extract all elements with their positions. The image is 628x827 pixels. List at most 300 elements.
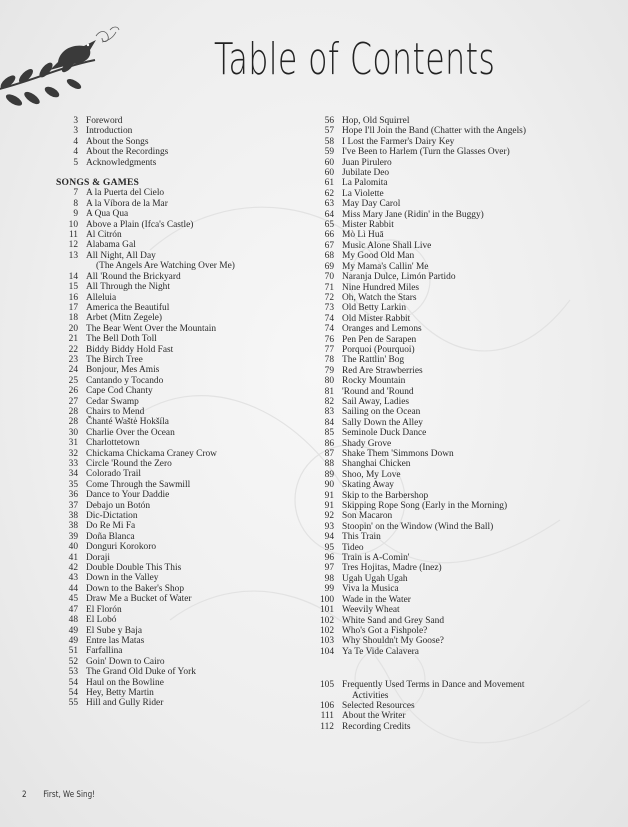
front-matter-list bbox=[56, 116, 306, 168]
toc-page-number: 25 bbox=[68, 375, 78, 386]
toc-entry bbox=[56, 521, 306, 531]
toc-entry bbox=[56, 365, 306, 375]
toc-entry-title: The Grand Old Duke of York bbox=[86, 667, 196, 678]
toc-page-number: 56 bbox=[324, 116, 334, 126]
toc-page-number: 80 bbox=[324, 376, 334, 387]
toc-entry bbox=[56, 345, 306, 355]
toc-entry-title: Circle 'Round the Zero bbox=[86, 459, 172, 469]
toc-entry-title: Tideo bbox=[342, 542, 364, 553]
toc-entry bbox=[308, 543, 608, 553]
toc-page-number: 54 bbox=[68, 687, 78, 698]
toc-page-number: 112 bbox=[320, 721, 334, 732]
toc-entry bbox=[56, 417, 306, 427]
toc-entry-title: El Florón bbox=[86, 604, 122, 615]
toc-entry bbox=[308, 293, 608, 303]
toc-entry-title: Bonjour, Mes Amis bbox=[86, 365, 160, 376]
toc-entry-title: Son Macaron bbox=[342, 511, 393, 522]
toc-entry-title: Colorado Trail bbox=[86, 469, 141, 480]
toc-entry bbox=[56, 220, 306, 230]
toc-entry bbox=[56, 594, 306, 604]
toc-entry-title: The Rattlin' Bog bbox=[342, 355, 405, 366]
toc-entry bbox=[56, 605, 306, 615]
toc-entry bbox=[56, 282, 306, 292]
toc-page-number: 58 bbox=[324, 136, 334, 147]
toc-entry bbox=[56, 511, 306, 521]
toc-entry bbox=[56, 240, 306, 250]
toc-page-number: 90 bbox=[324, 480, 334, 491]
toc-page-number: 89 bbox=[324, 469, 334, 480]
toc-entry-title: Haul on the Bowline bbox=[86, 677, 164, 688]
toc-entry bbox=[56, 324, 306, 334]
toc-entry-title: Come Through the Sawmill bbox=[86, 479, 191, 490]
toc-entry-title: Miss Mary Jane (Ridin' in the Buggy) bbox=[342, 209, 484, 220]
toc-entry bbox=[308, 470, 608, 480]
toc-page-number: 31 bbox=[68, 438, 78, 449]
toc-entry-title: Sail Away, Ladies bbox=[342, 396, 410, 407]
toc-page-number: 95 bbox=[324, 542, 334, 553]
toc-page-number: 91 bbox=[324, 501, 334, 512]
toc-entry bbox=[308, 511, 608, 521]
toc-page-number: 40 bbox=[68, 542, 78, 553]
toc-entry-title: This Train bbox=[342, 532, 381, 543]
toc-page-number: 45 bbox=[68, 594, 78, 605]
toc-page-number: 39 bbox=[68, 531, 78, 542]
toc-page-number: 18 bbox=[68, 313, 78, 324]
toc-page-number: 17 bbox=[68, 302, 78, 313]
toc-entry bbox=[56, 563, 306, 573]
toc-entry-title: Why Shouldn't My Goose? bbox=[342, 636, 444, 647]
toc-entry-title: Cape Cod Chanty bbox=[86, 386, 153, 397]
toc-page-number: 22 bbox=[68, 344, 78, 355]
toc-page-number: 63 bbox=[324, 199, 334, 210]
toc-entry-title: Charlie Over the Ocean bbox=[86, 427, 175, 438]
toc-entry bbox=[56, 469, 306, 479]
toc-entry bbox=[308, 439, 608, 449]
toc-entry bbox=[308, 335, 608, 345]
toc-entry bbox=[308, 126, 608, 136]
toc-entry bbox=[308, 116, 608, 126]
toc-entry-title: Entre las Matas bbox=[86, 635, 145, 646]
toc-entry bbox=[308, 691, 608, 701]
toc-entry bbox=[308, 230, 608, 240]
toc-entry-title: Nine Hundred Miles bbox=[342, 282, 420, 293]
toc-entry-title: My Mama's Callin' Me bbox=[342, 261, 429, 272]
toc-entry-title: Arbet (Mitn Zegele) bbox=[86, 313, 163, 324]
toc-page-number: 49 bbox=[68, 625, 78, 636]
toc-page-number: 103 bbox=[319, 636, 334, 647]
toc-entry-title: Farfallina bbox=[86, 646, 123, 657]
toc-page-number: 62 bbox=[324, 188, 334, 199]
toc-entry: 5 Acknowledgments bbox=[73, 157, 157, 168]
toc-entry bbox=[56, 657, 306, 667]
toc-page-number: 11 bbox=[68, 230, 78, 241]
toc-entry-title: Ugah Ugah Ugah bbox=[342, 573, 408, 584]
toc-entry-title: Alleluia bbox=[86, 292, 117, 303]
toc-entry-title: Red Are Strawberries bbox=[342, 365, 423, 376]
section-heading: SONGS & GAMES bbox=[56, 177, 140, 189]
toc-entry bbox=[308, 501, 608, 511]
toc-page-number: 7 bbox=[73, 188, 78, 199]
toc-entry bbox=[308, 407, 608, 417]
toc-entry bbox=[308, 314, 608, 324]
toc-page-number: 101 bbox=[319, 605, 334, 616]
toc-entry-title: El Sube y Baja bbox=[86, 625, 142, 636]
toc-entry bbox=[308, 680, 608, 690]
toc-entry-title: Old Mister Rabbit bbox=[342, 313, 411, 324]
toc-entry-title: My Good Old Man bbox=[342, 251, 415, 262]
songs-left-list bbox=[56, 188, 306, 708]
toc-page-number: 59 bbox=[324, 147, 334, 158]
toc-page-number: 97 bbox=[324, 563, 334, 574]
toc-entry-title: Skipping Rope Song (Early in the Morning) bbox=[342, 501, 508, 512]
toc-entry: 4 About the Songs bbox=[73, 136, 149, 147]
page-number: 2 bbox=[22, 790, 27, 800]
toc-page-number: 94 bbox=[324, 532, 334, 543]
toc-page-number: 20 bbox=[68, 323, 78, 334]
toc-entry bbox=[56, 626, 306, 636]
toc-entry-title: Train is A-Comin' bbox=[342, 553, 410, 564]
toc-entry-title: All Through the Night bbox=[86, 282, 170, 293]
toc-entry-title: The Bell Doth Toll bbox=[86, 334, 157, 345]
toc-entry bbox=[308, 532, 608, 542]
toc-entry-title: A la Puerta del Cielo bbox=[86, 188, 165, 199]
toc-page-number: 91 bbox=[324, 490, 334, 501]
toc-page-number: 74 bbox=[324, 324, 334, 335]
toc-entry bbox=[308, 355, 608, 365]
toc-page-number: 77 bbox=[324, 344, 334, 355]
toc-entry bbox=[56, 667, 306, 677]
toc-entry-title: 'Round and 'Round bbox=[342, 386, 414, 397]
toc-entry-title: Charlottetown bbox=[86, 438, 140, 449]
toc-page-number: 93 bbox=[324, 521, 334, 532]
toc-entry-title: Double Double This This bbox=[86, 563, 182, 574]
toc-page-number: 53 bbox=[68, 667, 78, 678]
toc-entry-title: La Violette bbox=[342, 188, 384, 199]
toc-page-number: 71 bbox=[324, 282, 334, 293]
toc-entry bbox=[308, 418, 608, 428]
toc-entry bbox=[56, 646, 306, 656]
toc-entry bbox=[56, 688, 306, 698]
toc-entry bbox=[56, 449, 306, 459]
toc-page-number: 36 bbox=[68, 490, 78, 501]
toc-entry-title: Mister Rabbit bbox=[342, 220, 394, 231]
toc-page-number: 34 bbox=[68, 469, 78, 480]
toc-page-number: 38 bbox=[68, 521, 78, 532]
toc-entry-title: Down in the Valley bbox=[86, 573, 159, 584]
toc-page-number: 106 bbox=[319, 700, 334, 711]
toc-page-number: 30 bbox=[68, 427, 78, 438]
toc-entry bbox=[308, 272, 608, 282]
toc-entry-title: The Bear Went Over the Mountain bbox=[86, 323, 217, 334]
toc-page-number: 72 bbox=[324, 292, 334, 303]
toc-page-number: 24 bbox=[68, 365, 78, 376]
toc-entry-title: Rocky Mountain bbox=[342, 376, 406, 387]
toc-entry bbox=[56, 542, 306, 552]
toc-entry bbox=[56, 376, 306, 386]
toc-page-number: 49 bbox=[68, 635, 78, 646]
toc-entry bbox=[308, 459, 608, 469]
toc-page-number: 102 bbox=[319, 615, 334, 626]
toc-page-number: 8 bbox=[73, 198, 78, 209]
toc-page-number: 100 bbox=[319, 594, 334, 605]
toc-page-number: 37 bbox=[68, 500, 78, 511]
toc-entry bbox=[308, 137, 608, 147]
toc-entry-title: Music Alone Shall Live bbox=[342, 240, 432, 251]
toc-page-number: 84 bbox=[324, 417, 334, 428]
songs-right-list bbox=[308, 116, 608, 657]
toc-entry-title: Mò Lì Huā bbox=[342, 230, 384, 241]
toc-page-number: 42 bbox=[68, 563, 78, 574]
toc-entry-title: Shake Them 'Simmons Down bbox=[342, 449, 454, 459]
toc-page-number: 61 bbox=[324, 178, 334, 189]
toc-entry bbox=[56, 459, 306, 469]
back-matter-list bbox=[308, 680, 608, 732]
toc-page-number: 38 bbox=[68, 511, 78, 522]
toc-entry-title: Seminole Duck Dance bbox=[342, 428, 427, 439]
toc-page-number bbox=[308, 691, 342, 701]
toc-entry-title: Oh, Watch the Stars bbox=[342, 292, 417, 303]
toc-entry-title: Goin' Down to Cairo bbox=[86, 656, 165, 667]
book-title: First, We Sing! bbox=[43, 790, 96, 800]
toc-entry-title: Hope I'll Join the Band (Chatter with the Angels) bbox=[342, 126, 526, 137]
toc-entry bbox=[308, 220, 608, 230]
toc-entry-title: Juan Pirulero bbox=[342, 157, 392, 168]
toc-page-number: 12 bbox=[68, 240, 78, 251]
toc-entry-title: Debajo un Botón bbox=[86, 500, 151, 511]
toc-entry-title: Weevily Wheat bbox=[342, 605, 400, 616]
toc-entry-title: Hill and Gully Rider bbox=[86, 698, 164, 709]
toc-entry-title: Recording Credits bbox=[342, 721, 411, 732]
toc-entry bbox=[308, 241, 608, 251]
toc-entry-title: About the Writer bbox=[342, 711, 406, 722]
toc-entry-title: Biddy Biddy Hold Fast bbox=[86, 344, 174, 355]
toc-entry-title: Cantando y Tocando bbox=[86, 375, 164, 386]
toc-entry-title: Sally Down the Alley bbox=[342, 417, 423, 428]
toc-entry-title: All 'Round the Brickyard bbox=[86, 271, 181, 282]
toc-entry bbox=[56, 386, 306, 396]
toc-entry-title: El Lobó bbox=[86, 615, 117, 626]
toc-entry bbox=[56, 251, 306, 261]
page-footer bbox=[22, 790, 95, 800]
toc-entry bbox=[308, 199, 608, 209]
toc-entry bbox=[56, 303, 306, 313]
toc-entry-title: White Sand and Grey Sand bbox=[342, 615, 445, 626]
toc-page-number: 105 bbox=[319, 680, 334, 691]
toc-page-number bbox=[56, 261, 86, 271]
toc-entry bbox=[308, 366, 608, 376]
toc-entry bbox=[56, 573, 306, 583]
toc-entry-title: Above a Plain (Ifca's Castle) bbox=[86, 219, 194, 230]
toc-page-number: 104 bbox=[319, 646, 334, 657]
toc-page-number: 48 bbox=[68, 615, 78, 626]
toc-entry bbox=[308, 574, 608, 584]
toc-page-number: 79 bbox=[324, 365, 334, 376]
toc-entry-title: Chairs to Mend bbox=[86, 406, 145, 417]
toc-page-number: 66 bbox=[324, 230, 334, 241]
toc-entry-title: Porquoi (Pourquoi) bbox=[342, 344, 415, 355]
toc-entry bbox=[56, 501, 306, 511]
toc-entry-title: A Qua Qua bbox=[86, 209, 129, 220]
toc-entry bbox=[308, 491, 608, 501]
toc-entry bbox=[56, 188, 306, 198]
toc-entry-title: Down to the Baker's Shop bbox=[86, 583, 185, 594]
toc-page-number: 9 bbox=[73, 209, 78, 220]
toc-entry bbox=[56, 698, 306, 708]
toc-entry bbox=[308, 626, 608, 636]
toc-page-number: 102 bbox=[319, 625, 334, 636]
toc-page-number: 51 bbox=[68, 646, 78, 657]
toc-page-number: 14 bbox=[68, 271, 78, 282]
toc-entry-title: Do Re Mi Fa bbox=[86, 521, 136, 532]
toc-page-number: 21 bbox=[68, 334, 78, 345]
toc-entry-title: Chickama Chickama Craney Crow bbox=[86, 448, 217, 459]
bird-branch-icon bbox=[0, 12, 140, 122]
toc-entry-title: All Night, All Day bbox=[86, 250, 156, 261]
toc-entry bbox=[56, 261, 306, 271]
toc-page-number: 70 bbox=[324, 272, 334, 283]
toc-entry-title: The Birch Tree bbox=[86, 354, 143, 365]
toc-entry bbox=[56, 293, 306, 303]
toc-entry bbox=[56, 480, 306, 490]
toc-entry: 3 Foreword bbox=[73, 116, 123, 126]
toc-page-number: 16 bbox=[68, 292, 78, 303]
toc-entry bbox=[56, 584, 306, 594]
toc-page-number: 10 bbox=[68, 219, 78, 230]
toc-page-number: 73 bbox=[324, 303, 334, 314]
toc-entry-title: Hop, Old Squirrel bbox=[342, 116, 410, 126]
toc-entry bbox=[56, 407, 306, 417]
toc-entry-title: Who's Got a Fishpole? bbox=[342, 625, 428, 636]
toc-page-number: 57 bbox=[324, 126, 334, 137]
toc-entry bbox=[56, 490, 306, 500]
toc-entry: 4 About the Recordings bbox=[73, 147, 169, 158]
toc-entry bbox=[308, 283, 608, 293]
toc-page-number: 98 bbox=[324, 573, 334, 584]
toc-entry bbox=[308, 251, 608, 261]
toc-entry bbox=[308, 189, 608, 199]
toc-left-column bbox=[56, 116, 306, 709]
toc-entry bbox=[308, 210, 608, 220]
toc-entry bbox=[308, 324, 608, 334]
toc-entry bbox=[308, 722, 608, 732]
toc-page-number: 92 bbox=[324, 511, 334, 522]
toc-entry bbox=[308, 168, 608, 178]
toc-page-number: 54 bbox=[68, 677, 78, 688]
toc-entry bbox=[308, 616, 608, 626]
toc-entry bbox=[308, 428, 608, 438]
toc-entry-title: Jubilate Deo bbox=[342, 168, 390, 179]
toc-entry-title: Doña Blanca bbox=[86, 531, 135, 542]
toc-page-number: 55 bbox=[68, 698, 78, 709]
toc-entry bbox=[56, 615, 306, 625]
toc-entry-title: Activities bbox=[352, 690, 389, 701]
toc-entry bbox=[308, 711, 608, 721]
toc-entry bbox=[308, 147, 608, 157]
toc-page-number: 69 bbox=[324, 261, 334, 272]
toc-entry: 3 Introduction bbox=[73, 126, 133, 137]
toc-entry-title: Al Citrón bbox=[86, 230, 122, 241]
toc-page-number: 33 bbox=[68, 459, 78, 469]
toc-entry-title: Dance to Your Daddie bbox=[86, 490, 170, 501]
toc-page-number: 60 bbox=[324, 157, 334, 168]
toc-page-number: 67 bbox=[324, 240, 334, 251]
toc-entry bbox=[56, 334, 306, 344]
toc-page-number: 83 bbox=[324, 407, 334, 418]
toc-page-number: 76 bbox=[324, 334, 334, 345]
toc-entry-title: Shoo, My Love bbox=[342, 469, 401, 480]
toc-entry-title: Cedar Swamp bbox=[86, 396, 139, 407]
toc-entry-title: Wade in the Water bbox=[342, 594, 411, 605]
toc-entry bbox=[56, 636, 306, 646]
toc-entry bbox=[56, 199, 306, 209]
toc-page-number: 47 bbox=[68, 604, 78, 615]
toc-entry-title: Stoopin' on the Window (Wind the Ball) bbox=[342, 521, 494, 532]
toc-entry-title: Donguri Korokoro bbox=[86, 542, 157, 553]
toc-entry bbox=[308, 595, 608, 605]
toc-entry-title: Shanghai Chicken bbox=[342, 459, 411, 470]
toc-page-number: 26 bbox=[68, 386, 78, 397]
toc-entry bbox=[56, 438, 306, 448]
toc-entry bbox=[56, 428, 306, 438]
toc-page-number: 86 bbox=[324, 438, 334, 449]
toc-entry-title: Frequently Used Terms in Dance and Movement bbox=[342, 680, 525, 691]
toc-page-number: 74 bbox=[324, 313, 334, 324]
toc-entry-title: May Day Carol bbox=[342, 199, 401, 210]
toc-entry-title: (The Angels Are Watching Over Me) bbox=[96, 261, 235, 272]
toc-page-number: 43 bbox=[68, 573, 78, 584]
toc-page-number: 52 bbox=[68, 656, 78, 667]
toc-entry-title: Skip to the Barbershop bbox=[342, 490, 429, 501]
toc-entry-title: Doraji bbox=[86, 552, 110, 563]
toc-entry bbox=[56, 678, 306, 688]
toc-entry-title: Selected Resources bbox=[342, 700, 415, 711]
toc-entry bbox=[308, 158, 608, 168]
toc-page-number: 99 bbox=[324, 584, 334, 595]
toc-entry bbox=[308, 397, 608, 407]
toc-entry bbox=[308, 647, 608, 657]
toc-page-number: 13 bbox=[68, 250, 78, 261]
toc-page-number: 85 bbox=[324, 428, 334, 439]
toc-entry bbox=[308, 563, 608, 573]
toc-entry-title: I've Been to Harlem (Turn the Glasses Over) bbox=[342, 147, 510, 158]
toc-page-number: 88 bbox=[324, 459, 334, 470]
toc-page-number: 32 bbox=[68, 448, 78, 459]
toc-page-number: 68 bbox=[324, 251, 334, 262]
toc-entry-title: Alabama Gal bbox=[86, 240, 136, 251]
toc-entry bbox=[56, 230, 306, 240]
toc-page-number: 60 bbox=[324, 168, 334, 179]
toc-entry bbox=[308, 303, 608, 313]
toc-page-number: 28 bbox=[68, 406, 78, 417]
toc-entry bbox=[56, 313, 306, 323]
toc-entry-title: Oranges and Lemons bbox=[342, 324, 422, 335]
toc-right-column bbox=[308, 116, 608, 732]
toc-entry bbox=[56, 209, 306, 219]
toc-page-number: 87 bbox=[324, 449, 334, 459]
toc-entry bbox=[56, 272, 306, 282]
toc-entry-title: Pen Pen de Sarapen bbox=[342, 334, 417, 345]
toc-page-number: 64 bbox=[324, 209, 334, 220]
toc-entry bbox=[56, 355, 306, 365]
toc-entry bbox=[308, 178, 608, 188]
toc-entry-title: Hey, Betty Martin bbox=[86, 687, 154, 698]
toc-entry bbox=[308, 449, 608, 459]
toc-page-number: 28 bbox=[68, 417, 78, 428]
toc-entry bbox=[308, 387, 608, 397]
toc-entry bbox=[56, 397, 306, 407]
toc-entry-title: Ya Te Vide Calavera bbox=[342, 646, 419, 657]
toc-page-number: 15 bbox=[68, 282, 78, 293]
